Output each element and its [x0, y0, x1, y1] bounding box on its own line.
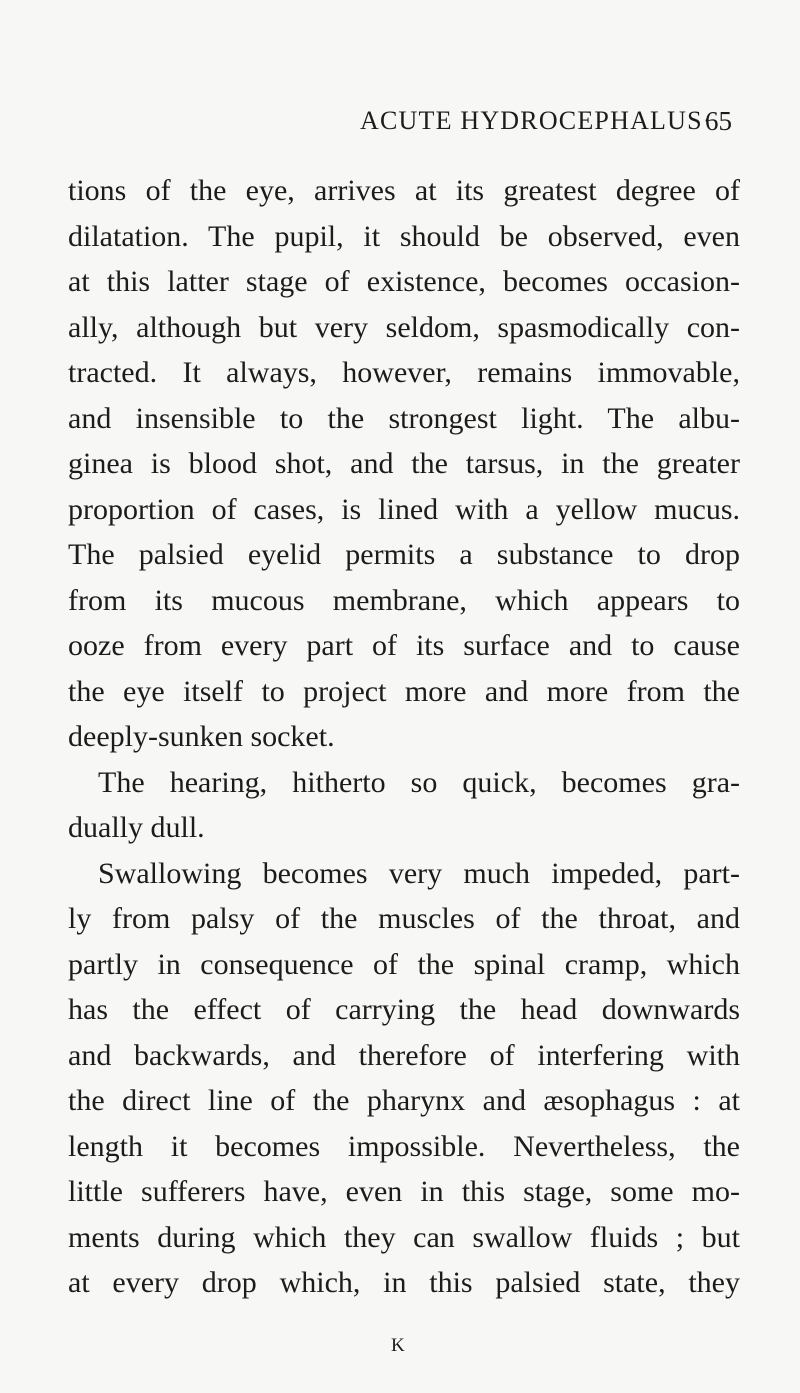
text-line: ments during which they can swallow fluids ; but — [68, 1220, 740, 1254]
page-header — [360, 106, 732, 146]
text-line: ginea is blood shot, and the tarsus, in the greater — [68, 447, 740, 480]
page-number: 65 — [705, 106, 732, 136]
text-line: dually dull. — [68, 811, 205, 844]
text-line: The palsied eyelid permits a substance to drop — [68, 538, 740, 571]
text-line: partly in consequence of the spinal cramp, which — [68, 947, 740, 981]
text-line: ally, although but very seldom, spasmodically con- — [68, 310, 740, 344]
text-line: from its mucous membrane, which appears to — [68, 583, 740, 617]
text-line: tions of the eye, arrives at its greatest degree of — [68, 174, 740, 207]
text-line: little sufferers have, even in this stage, some mo- — [68, 1175, 740, 1208]
text-line: Swallowing becomes very much impeded, part- — [98, 856, 740, 890]
text-line: at this latter stage of existence, becomes occasion- — [68, 265, 740, 298]
text-line: and backwards, and therefore of interfering with — [68, 1038, 740, 1072]
body-text — [68, 168, 740, 1306]
text-line: ly from palsy of the muscles of the throat, and — [68, 902, 740, 935]
text-line: proportion of cases, is lined with a yellow mucus. — [68, 492, 740, 526]
text-line: deeply-sunken socket. — [68, 720, 335, 753]
text-line: ooze from every part of its surface and to cause — [68, 629, 740, 662]
text-line: the eye itself to project more and more from the — [68, 674, 740, 708]
signature-mark: K — [391, 1335, 406, 1356]
text-line: dilatation. The pupil, it should be observed, even — [68, 219, 740, 253]
text-line: has the effect of carrying the head downwards — [68, 993, 740, 1026]
running-head: ACUTE HYDROCEPHALUS· — [360, 106, 713, 135]
text-line: the direct line of the pharynx and æsophagus : at — [68, 1084, 740, 1117]
text-line: The hearing, hitherto so quick, becomes gra- — [98, 765, 740, 799]
text-line: at every drop which, in this palsied state, they — [68, 1266, 740, 1299]
text-line: tracted. It always, however, remains immovable, — [68, 356, 740, 389]
text-line: and insensible to the strongest light. The albu- — [68, 401, 740, 435]
text-line: length it becomes impossible. Nevertheless, the — [68, 1129, 740, 1163]
